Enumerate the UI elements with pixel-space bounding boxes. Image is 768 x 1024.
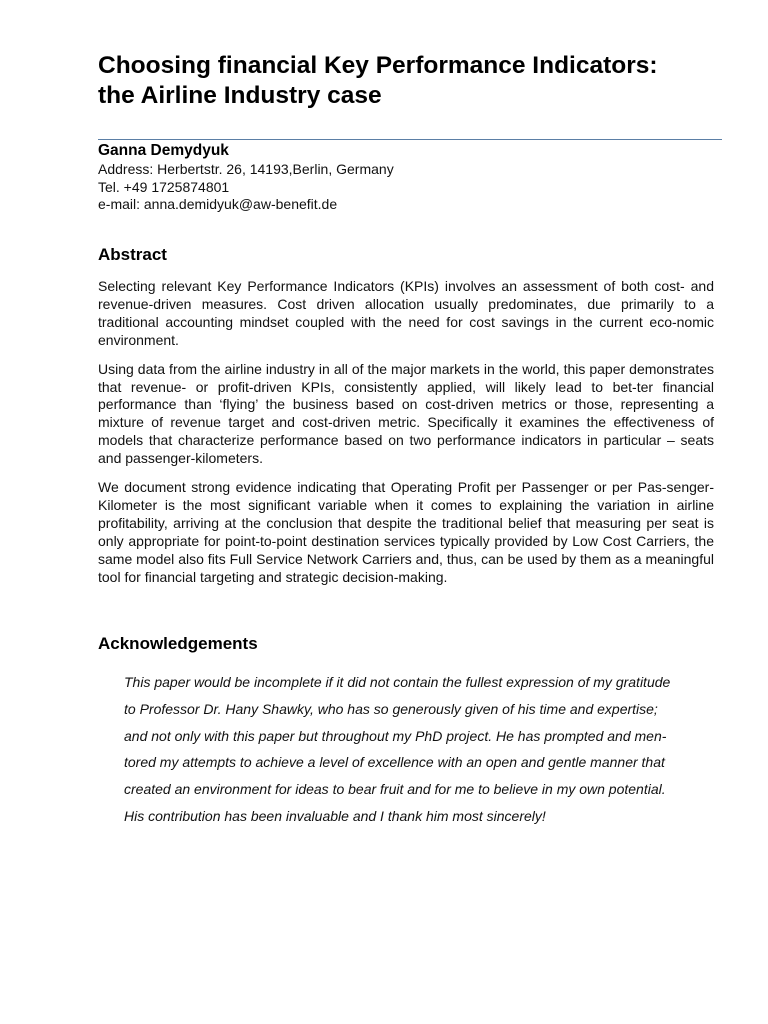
acknowledgements-line: His contribution has been invaluable and I thank him most sincerely! (124, 807, 546, 824)
abstract-paragraph: We document strong evidence indicating that Operating Profit per Passenger or per Pas-senger-Kilometer is the most significant variable when it comes to explaining the variation in airline profitability, arriving at the conclusion that despite the traditional belief that measuring per seat is only appropriate for point-to-point destination services typically provided by Low Cost Carriers, the same model also fits Full Service Network Carriers and, thus, can be used by them as a meaningful tool for financial targeting and strategic decision-making. (98, 479, 714, 585)
acknowledgements-body (124, 669, 716, 830)
abstract-heading: Abstract (98, 245, 167, 264)
acknowledgements-line: tored my attempts to achieve a level of excellence with an open and gentle manner that (124, 754, 665, 771)
author-phone: Tel. +49 1725874801 (98, 178, 230, 195)
abstract-paragraph: Using data from the airline industry in all of the major markets in the world, this paper demonstrates that revenue- or profit-driven KPIs, consistently applied, will likely lead to bet-ter financial performance than ‘flying’ the business based on cost-driven metrics or those, representing a mixture of revenue target and cost-driven metric. Specifically it examines the effectiveness of models that characterize performance based on two performance indicators in particular – seats and passenger-kilometers. (98, 360, 714, 467)
paper-title (98, 51, 718, 111)
acknowledgements-line: and not only with this paper but throughout my PhD project. He has prompted and men- (124, 727, 667, 744)
paper-title-line-2: the Airline Industry case (98, 82, 382, 109)
paper-title-line-1: Choosing financial Key Performance Indicators: (98, 52, 658, 79)
abstract-body (98, 278, 714, 598)
abstract-paragraph: Selecting relevant Key Performance Indicators (KPIs) involves an assessment of both cost- and revenue-driven measures. Cost driven allocation usually predominates, due primarily to a traditional accounting mindset coupled with the need for cost savings in the current eco-nomic environment. (98, 278, 714, 348)
acknowledgements-line: created an environment for ideas to bear fruit and for me to believe in my own potential. (124, 781, 666, 798)
author-address: Address: Herbertstr. 26, 14193,Berlin, Germany (98, 161, 394, 177)
author-email: e-mail: anna.demidyuk@aw-benefit.de (98, 196, 338, 212)
title-divider (98, 139, 722, 140)
author-contact (98, 161, 718, 214)
acknowledgements-line: This paper would be incomplete if it did not contain the fullest expression of my gratitude (124, 674, 671, 690)
author-name: Ganna Demydyuk (98, 142, 229, 159)
acknowledgements-heading: Acknowledgements (98, 634, 258, 653)
acknowledgements-line: to Professor Dr. Hany Shawky, who has so generously given of his time and expertise; (124, 700, 658, 717)
